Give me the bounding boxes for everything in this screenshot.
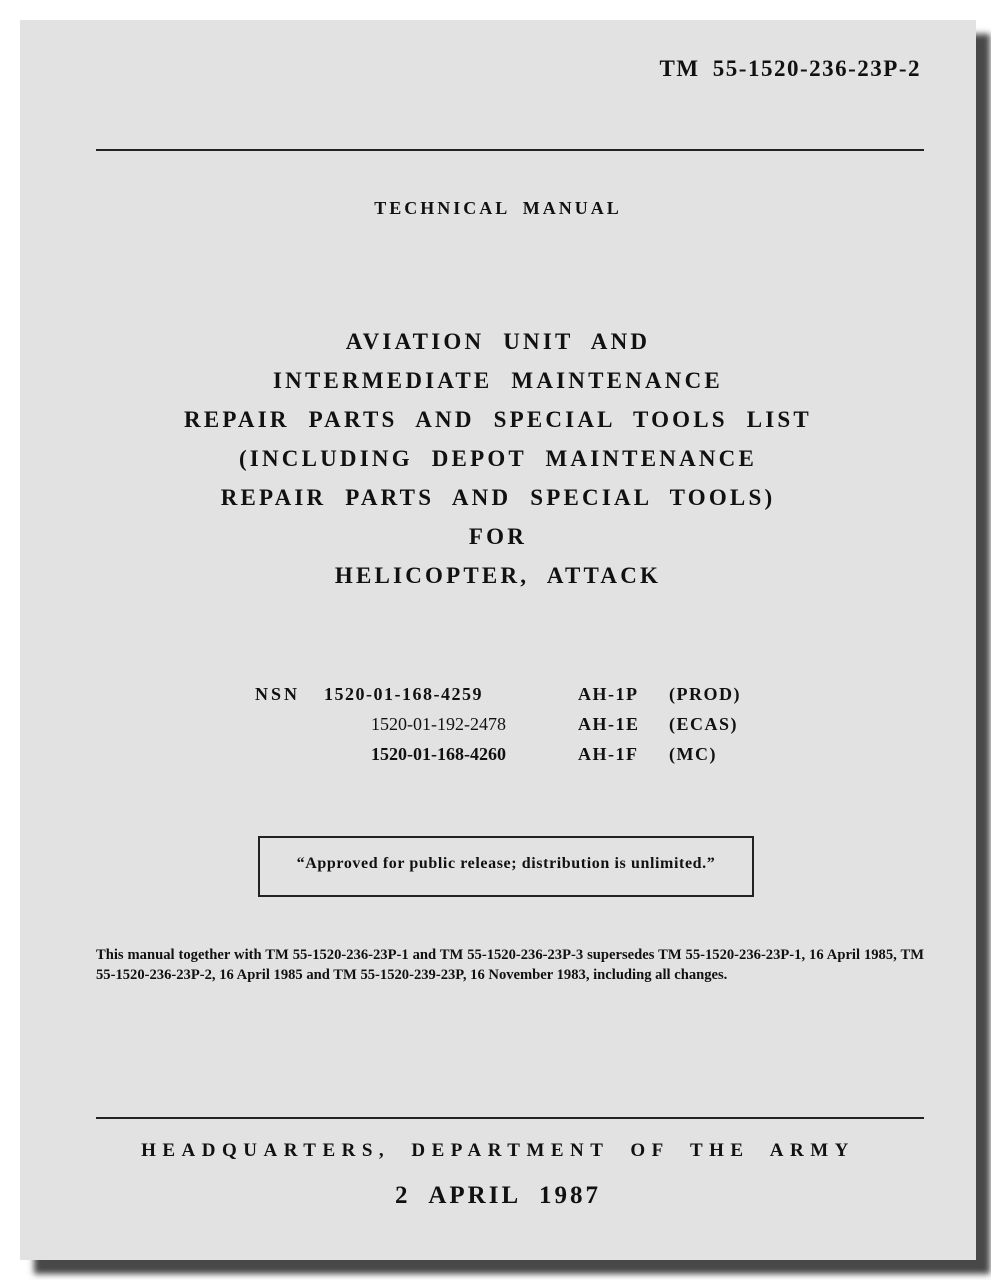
title-line: REPAIR PARTS AND SPECIAL TOOLS LIST [184, 407, 812, 432]
supersedes-paragraph: This manual together with TM 55-1520-236-23P-1 and TM 55-1520-236-23P-3 supersedes TM 55-1520-236-23P-1, 16 April 1985, TM 55-1520-236-23P-2, 16 April 1985 and TM 55-1520-239-23P, 16 November 1983, including all changes. [96, 947, 924, 983]
title-line: FOR [468, 524, 528, 549]
publication-date: 2 APRIL 1987 [394, 1182, 602, 1209]
distribution-notice: “Approved for public release; distribution is unlimited.” [258, 836, 754, 897]
nsn-model: AH-1E [578, 714, 640, 734]
tm-number: TM 55-1520-236-23P-2 [659, 56, 921, 81]
title-line: INTERMEDIATE MAINTENANCE [273, 368, 723, 393]
document-title [20, 322, 976, 595]
top-divider [96, 149, 924, 151]
nsn-variant: (ECAS) [669, 714, 739, 734]
nsn-number: 1520-01-192-2478 [371, 714, 506, 734]
nsn-variant: (MC) [669, 744, 717, 764]
nsn-model: AH-1P [578, 684, 639, 704]
issuer: HEADQUARTERS, DEPARTMENT OF THE ARMY [141, 1140, 855, 1161]
title-line: (INCLUDING DEPOT MAINTENANCE [238, 446, 758, 471]
nsn-prefix: NSN [255, 684, 301, 704]
document-page [20, 20, 976, 1260]
nsn-model: AH-1F [578, 744, 639, 764]
document-heading: TECHNICAL MANUAL [374, 198, 622, 218]
nsn-number: 1520-01-168-4260 [371, 744, 506, 764]
bottom-divider [96, 1117, 924, 1119]
title-line: HELICOPTER, ATTACK [334, 563, 662, 588]
nsn-number: 1520-01-168-4259 [324, 684, 483, 704]
nsn-variant: (PROD) [669, 684, 741, 704]
title-line: AVIATION UNIT AND [345, 329, 651, 354]
title-line: REPAIR PARTS AND SPECIAL TOOLS) [220, 485, 776, 510]
